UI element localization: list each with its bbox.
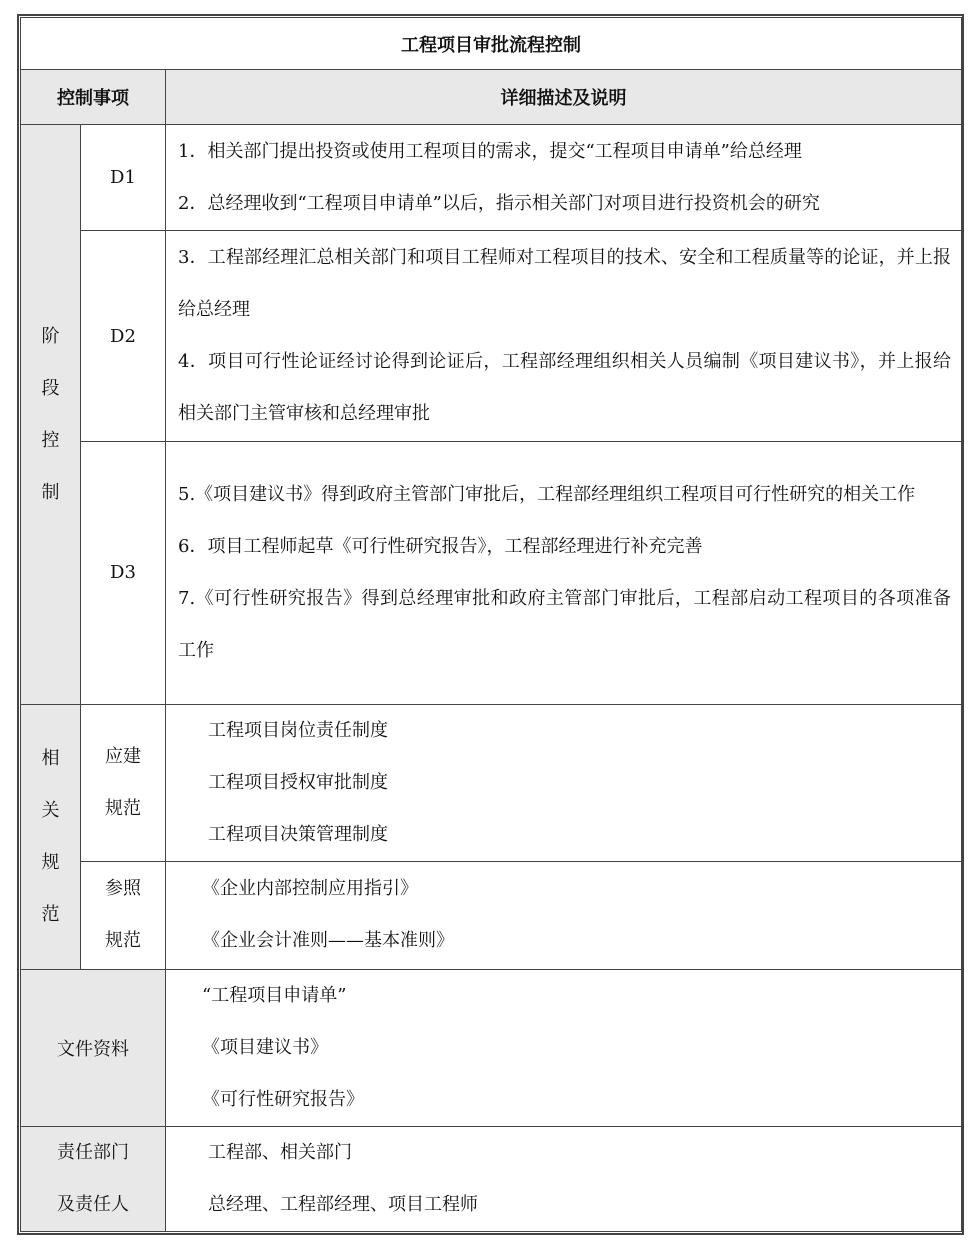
should-build-items xyxy=(166,705,962,862)
list-item: 《项目建议书》 xyxy=(202,1036,328,1058)
list-item: 《企业内部控制应用指引》 xyxy=(202,878,418,900)
desc-line: 2．总经理收到“工程项目申请单”以后，指示相关部门对项目进行投资机会的研究 xyxy=(178,192,820,214)
should-build-label xyxy=(81,705,166,862)
list-item: 工程部、相关部门 xyxy=(208,1141,352,1163)
stage-code-d3: D3 xyxy=(81,441,166,704)
documents-label: 文件资料 xyxy=(21,969,166,1126)
stage-code-d2: D2 xyxy=(81,231,166,441)
list-item: 《企业会计准则——基本准则》 xyxy=(202,930,454,952)
desc-line: 5.《项目建议书》得到政府主管部门审批后，工程部经理组织工程项目可行性研究的相关工作 xyxy=(178,483,916,505)
list-item: “工程项目申请单” xyxy=(202,984,347,1006)
stage-d2-desc xyxy=(166,231,962,441)
header-control-item: 控制事项 xyxy=(21,70,166,125)
stage-d1-desc xyxy=(166,125,962,231)
responsibility-items xyxy=(166,1126,962,1231)
desc-line: 6．项目工程师起草《可行性研究报告》，工程部经理进行补充完善 xyxy=(178,535,703,557)
desc-line: 1．相关部门提出投资或使用工程项目的需求，提交“工程项目申请单”给总经理 xyxy=(178,140,802,162)
should-build-line1: 应建 xyxy=(105,746,141,768)
desc-line: 4．项目可行性论证经讨论得到论证后，工程部经理组织相关人员编制《项目建议书》，并上报给相关部门主管审核和总经理审批 xyxy=(178,351,952,424)
norms-text: 相关规范 xyxy=(41,747,60,925)
reference-label xyxy=(81,862,166,969)
header-description: 详细描述及说明 xyxy=(166,70,962,125)
stage-d3-desc xyxy=(166,441,962,704)
desc-line: 3．工程部经理汇总相关部门和项目工程师对工程项目的技术、安全和工程质量等的论证，并上报给总经理 xyxy=(178,247,952,320)
list-item: 工程项目决策管理制度 xyxy=(208,824,388,846)
list-item: 工程项目岗位责任制度 xyxy=(208,720,388,742)
stage-code-d1: D1 xyxy=(81,125,166,231)
desc-line: 7.《可行性研究报告》得到总经理审批和政府主管部门审批后，工程部启动工程项目的各项准备工作 xyxy=(178,587,952,661)
norms-label xyxy=(21,705,81,969)
control-table xyxy=(20,17,962,1232)
list-item: 总经理、工程部经理、项目工程师 xyxy=(208,1193,478,1215)
should-build-line2: 规范 xyxy=(105,798,141,820)
stage-control-label xyxy=(21,125,81,705)
responsibility-line2: 及责任人 xyxy=(57,1193,129,1215)
responsibility-line1: 责任部门 xyxy=(57,1141,129,1163)
reference-line2: 规范 xyxy=(105,930,141,952)
list-item: 工程项目授权审批制度 xyxy=(208,772,388,794)
table-title: 工程项目审批流程控制 xyxy=(21,18,962,70)
reference-items xyxy=(166,862,962,969)
stage-control-text: 阶段控制 xyxy=(41,325,60,503)
documents-items xyxy=(166,969,962,1126)
reference-line1: 参照 xyxy=(105,878,141,900)
responsibility-label xyxy=(21,1126,166,1231)
list-item: 《可行性研究报告》 xyxy=(202,1088,364,1110)
